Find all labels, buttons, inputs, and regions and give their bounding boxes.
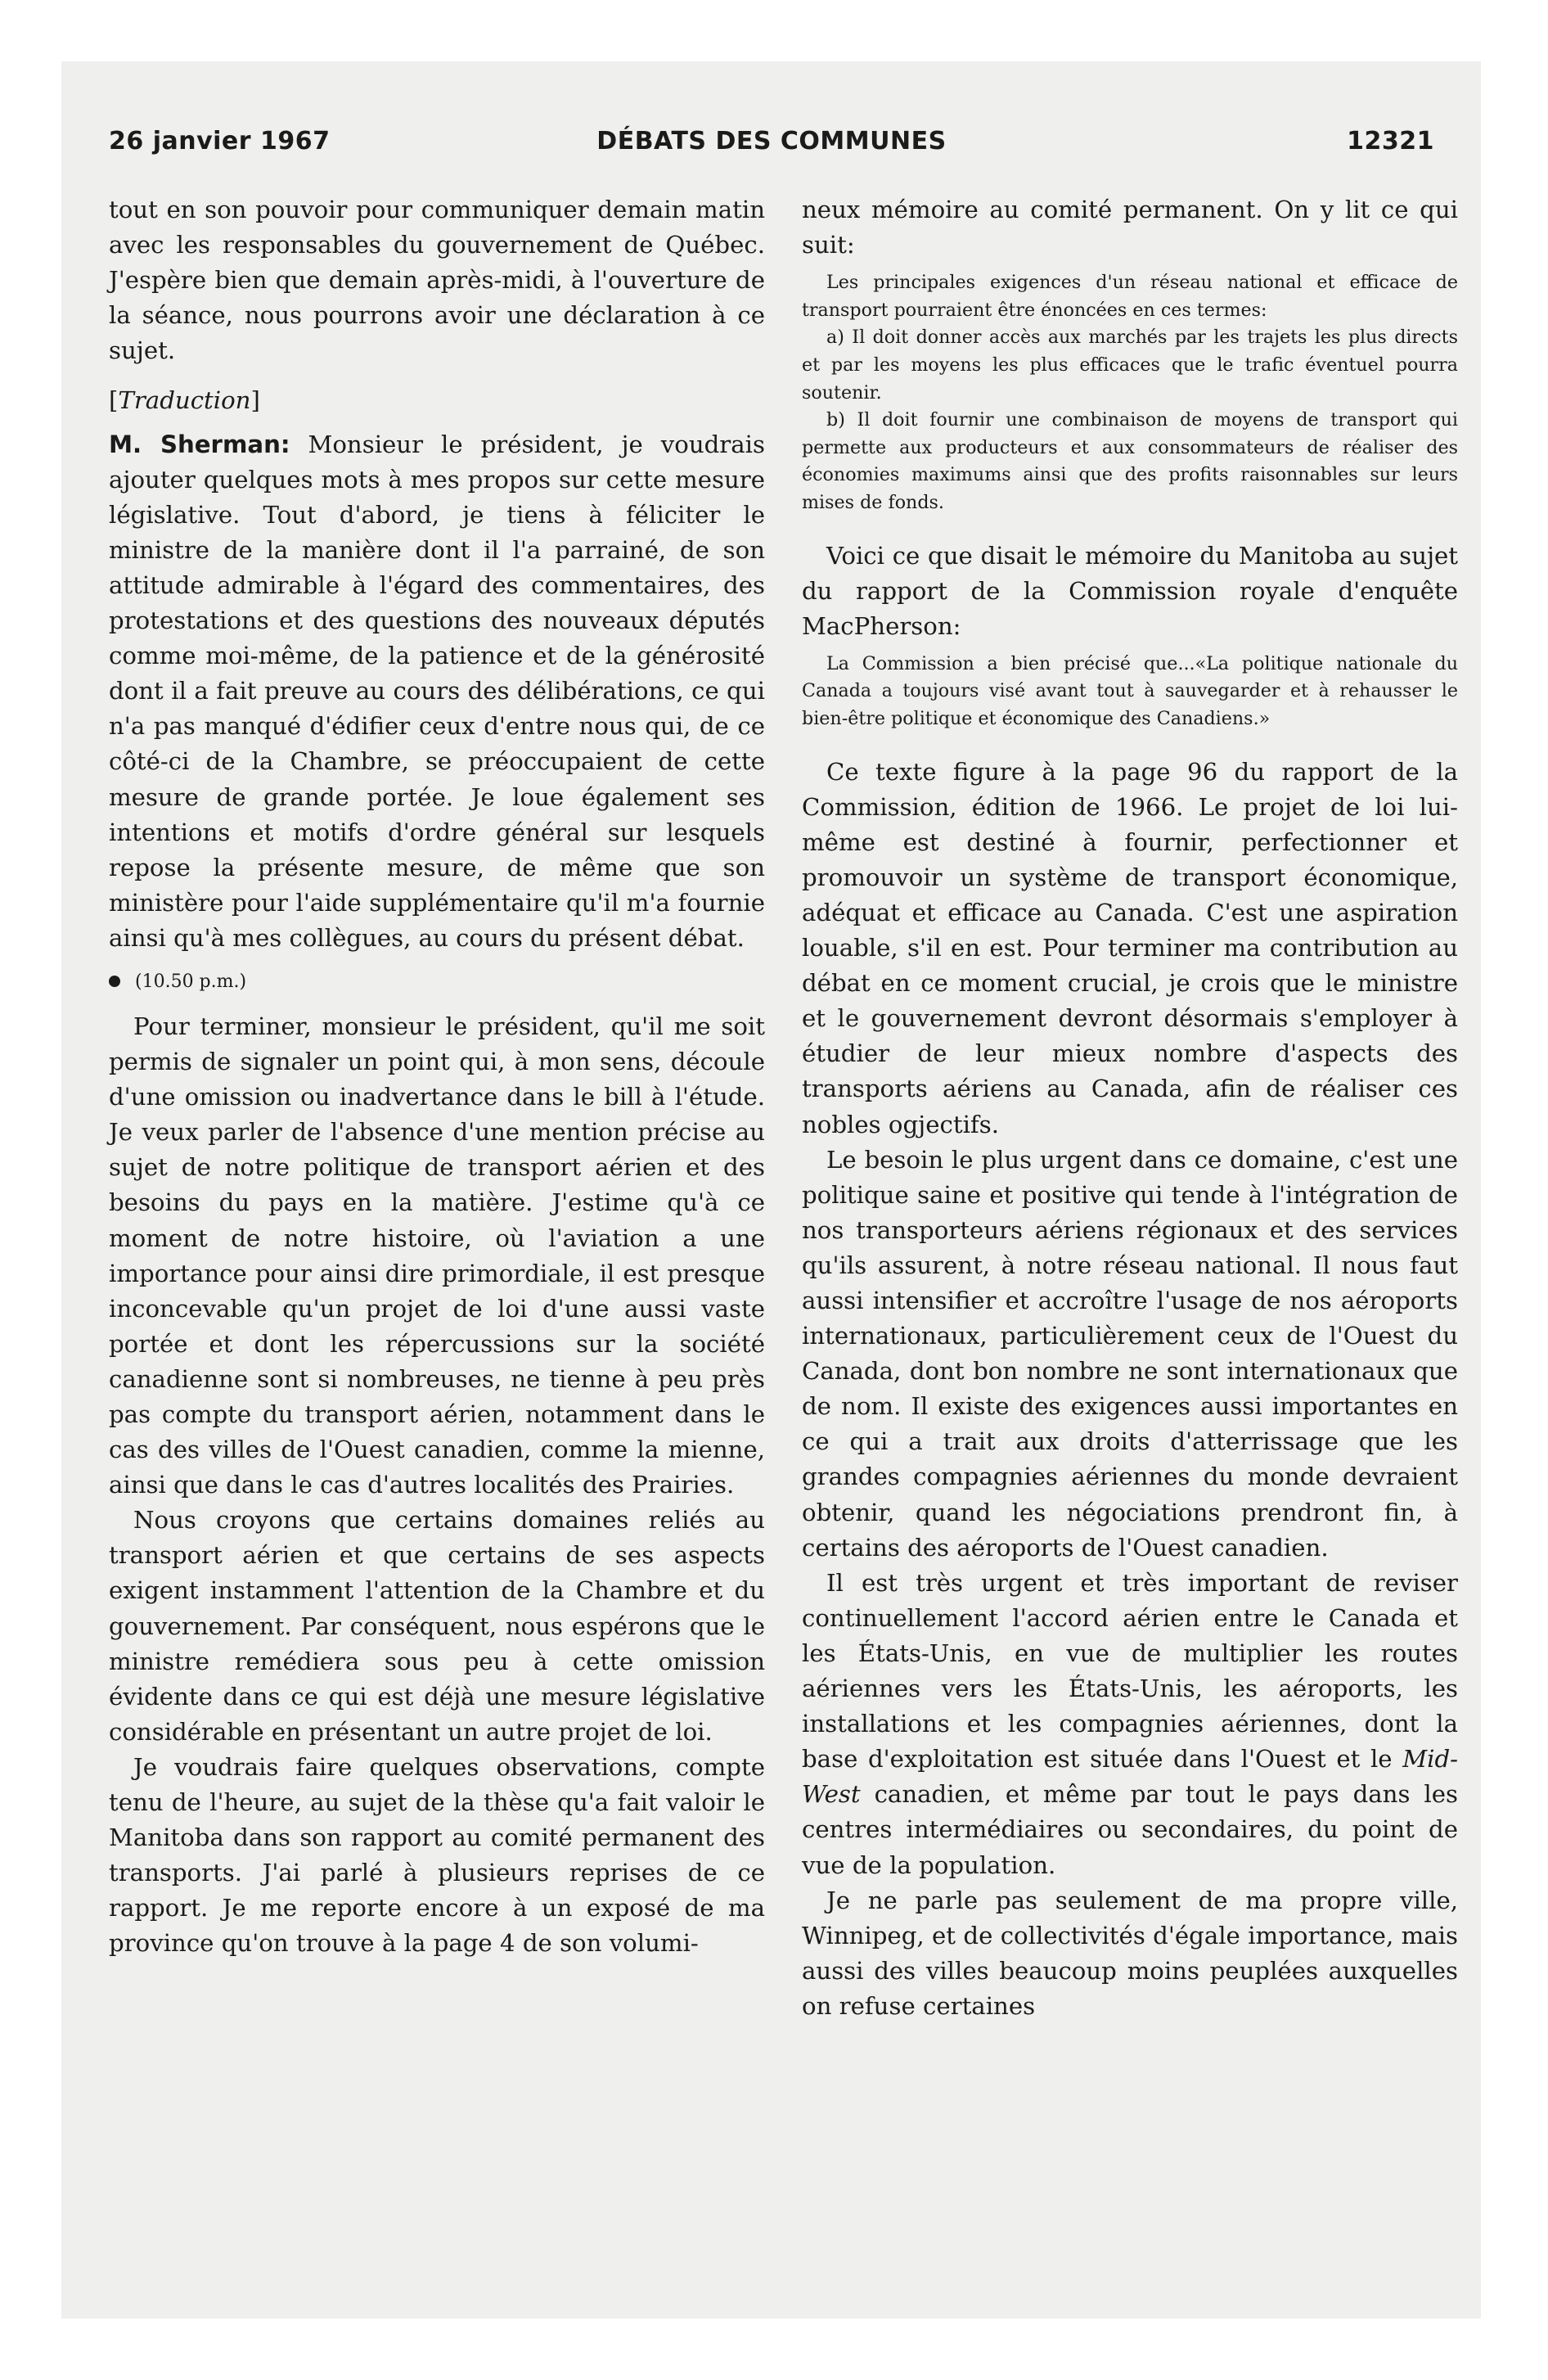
speaker-name: M. Sherman: xyxy=(109,430,290,458)
quotation-paragraph: Les principales exigences d'un réseau national et efficace de transport pourraient être énoncées en ces termes: xyxy=(802,272,1458,321)
quotation-paragraph: b) Il doit fournir une combinaison de moyens de transport qui permette aux producteurs et aux consommateurs de réaliser des économies maximums ainsi que des profits raisonnables sur leurs mises de fonds. xyxy=(802,409,1458,513)
bullet-icon xyxy=(109,976,120,987)
quotation-block xyxy=(802,651,1458,733)
text-run: Il est très urgent et très important de reviser continuellement l'accord aérien entre le Canada et les États-Unis, en vue de multiplier les routes aériennes vers les États-Unis, les aéroports, les installations et les compagnies aériennes, dont la base d'exploitation est située dans l'Ouest et le xyxy=(802,1568,1458,1774)
italic-term: Mid-West xyxy=(802,1745,1458,1809)
right-column xyxy=(802,192,1458,2024)
left-column xyxy=(109,192,765,1962)
paragraph: Je ne parle pas seulement de ma propre ville, Winnipeg, et de collectivités d'égale importance, mais aussi des villes beaucoup moins peuplées auxquelles on refuse certaines xyxy=(802,1886,1458,2020)
speech-paragraph xyxy=(109,427,765,956)
quotation-paragraph: a) Il doit donner accès aux marchés par les trajets les plus directs et par les moyens les plus efficaces que le trafic éventuel pourra soutenir. xyxy=(802,327,1458,403)
time-text: (10.50 p.m.) xyxy=(135,971,247,992)
speech-text: Monsieur le président, je voudrais ajouter quelques mots à mes propos sur cette mesure législative. Tout d'abord, je tiens à féliciter le ministre de la manière dont il l'a parrainé, de son attitude admirable à l'égard des commentaires, des protestations et des questions des nouveaux députés comme moi-même, de la patience et de la générosité dont il a fait preuve au cours des délibérations, ce qui n'a pas manqué d'édifier ceux d'entre nous qui, de ce côté-ci de la Chambre, se préoccupaient de cette mesure de grande portée. Je loue également ses intentions et motifs d'ordre général sur lesquels repose la présente mesure, de même que son ministère pour l'aide supplémentaire qu'il m'a fournie ainsi qu'à mes collègues, au cours du présent débat. xyxy=(109,430,765,952)
paragraph: Pour terminer, monsieur le président, qu'il me soit permis de signaler un point qui, à mon sens, découle d'une omission ou inadvertance dans le bill à l'étude. Je veux parler de l'absence d'une mention précise au sujet de notre politique de transport aérien et des besoins du pays en la matière. J'estime qu'à ce moment de notre histoire, où l'aviation a une importance pour ainsi dire primordiale, il est presque inconcevable qu'un projet de loi d'une aussi vaste portée et dont les répercussions sur la société canadienne sont si nombreuses, ne tienne à peu près pas compte du transport aérien, notamment dans le cas des villes de l'Ouest canadien, comme la mienne, ainsi que dans le cas d'autres localités des Prairies. xyxy=(109,1012,765,1499)
paragraph: Je voudrais faire quelques observations, compte tenu de l'heure, au sujet de la thèse qu'a fait valoir le Manitoba dans son rapport au comité permanent des transports. J'ai parlé à plusieurs reprises de ce rapport. Je me reporte encore à un exposé de ma province qu'on trouve à la page 4 de son volumi- xyxy=(109,1752,765,1958)
header-page-number: 12321 xyxy=(1347,127,1434,156)
paragraph: Ce texte figure à la page 96 du rapport de la Commission, édition de 1966. Le projet de loi lui-même est destiné à fournir, perfectionner et promouvoir un système de transport économique, adéquat et efficace au Canada. C'est une aspiration louable, s'il en est. Pour terminer ma contribution au débat en ce moment crucial, je crois que le ministre et le gouvernement devront désormais s'employer à étudier de leur mieux nombre d'aspects des transports aériens au Canada, afin de réaliser ces nobles ogjectifs. xyxy=(802,757,1458,1138)
paragraph xyxy=(802,1566,1458,1883)
quotation-paragraph: La Commission a bien précisé que...«La politique nationale du Canada a toujours visé avant tout à sauvegarder et à rehausser le bien-être politique et économique des Canadiens.» xyxy=(802,652,1458,729)
paragraph: Voici ce que disait le mémoire du Manitoba au sujet du rapport de la Commission royale d'enquête MacPherson: xyxy=(802,541,1458,640)
translation-label: Traduction xyxy=(118,386,251,415)
header-date: 26 janvier 1967 xyxy=(109,127,331,156)
paragraph: tout en son pouvoir pour communiquer demain matin avec les responsables du gouvernement de Québec. J'espère bien que demain après-midi, à l'ouverture de la séance, nous pourrons avoir une déclaration à ce sujet. xyxy=(109,196,765,365)
paragraph: Le besoin le plus urgent dans ce domaine, c'est une politique saine et positive qui tende à l'intégration de nos transporteurs aériens régionaux et des services qu'ils assurent, à notre réseau national. Il nous faut aussi intensifier et accroître l'usage de nos aéroports internationaux, particulièrement ceux de l'Ouest du Canada, dont bon nombre ne sont internationaux que de nom. Il existe des exigences aussi importantes en ce qui a trait aux droits d'atterrissage que les grandes compagnies aériennes du monde devraient obtenir, quand les négociations prendront fin, à certains des aéroports de l'Ouest canadien. xyxy=(802,1145,1458,1562)
quotation-block xyxy=(802,269,1458,516)
bracket-close: ] xyxy=(250,386,260,415)
paragraph: neux mémoire au comité permanent. On y lit ce qui suit: xyxy=(802,196,1458,259)
time-marker xyxy=(109,964,765,999)
bracket-open: [ xyxy=(109,386,119,415)
paragraph: Nous croyons que certains domaines reliés au transport aérien et que certains de ses aspects exigent instamment l'attention de la Chambre et du gouvernement. Par conséquent, nous espérons que le ministre remédiera sous peu à cette omission évidente dans ce qui est déjà une mesure législative considérable en présentant un autre projet de loi. xyxy=(109,1506,765,1746)
text-run: canadien, et même par tout le pays dans les centres intermédiaires ou secondaires, du point de vue de la population. xyxy=(802,1780,1458,1879)
header-title: DÉBATS DES COMMUNES xyxy=(596,127,947,156)
translation-tag xyxy=(109,383,765,418)
page-header xyxy=(109,127,1434,168)
page xyxy=(61,61,1481,2319)
